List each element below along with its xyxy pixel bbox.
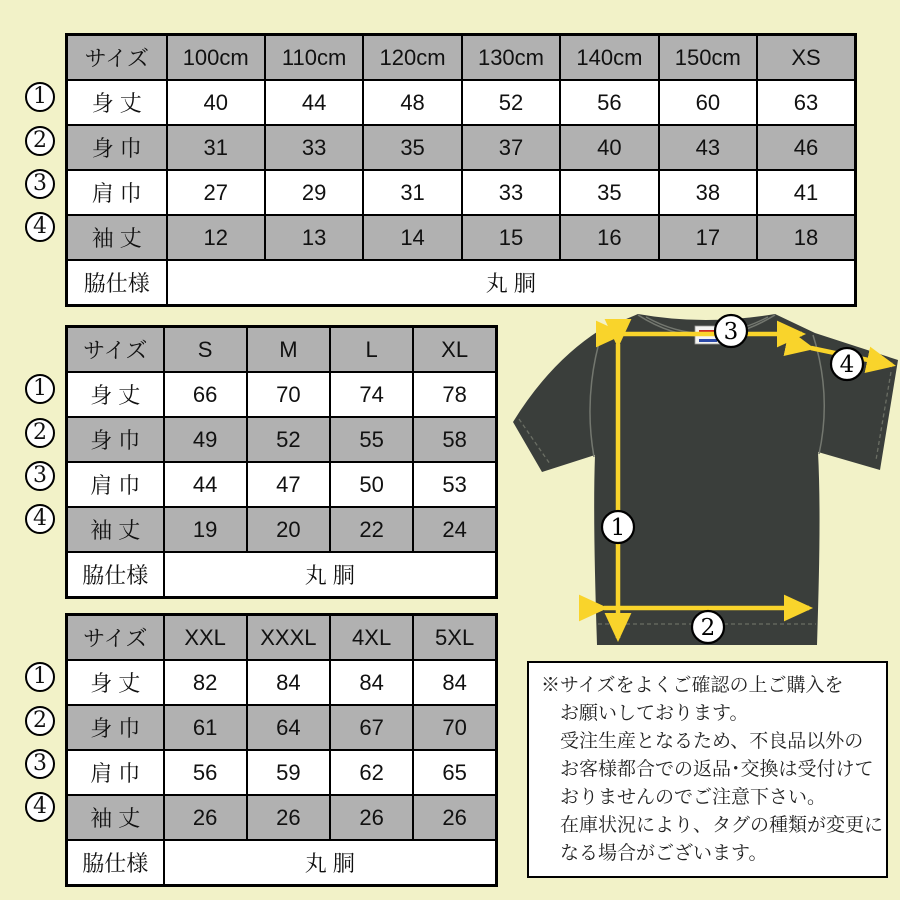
tshirt-diagram bbox=[505, 300, 900, 660]
row-label: 肩 巾 bbox=[67, 750, 164, 795]
cell: 56 bbox=[164, 750, 247, 795]
svg-text:1: 1 bbox=[610, 515, 626, 541]
svg-text:4: 4 bbox=[839, 352, 855, 378]
row-marker-2: 2 bbox=[25, 706, 55, 736]
table-row bbox=[67, 750, 497, 795]
cell: 20 bbox=[247, 507, 330, 552]
note-line: お客様都合での返品･交換は受付けて bbox=[560, 759, 874, 780]
row-label: 身 巾 bbox=[67, 417, 164, 462]
cell: 56 bbox=[560, 80, 658, 125]
note-line: おりませんのでご注意下さい。 bbox=[560, 787, 827, 808]
cell: 84 bbox=[247, 660, 330, 705]
diagram-marker-1 bbox=[602, 511, 634, 543]
cell: 27 bbox=[167, 170, 265, 215]
table-row bbox=[67, 705, 497, 750]
row-marker-4: 4 bbox=[25, 504, 55, 534]
size-col-header: XS bbox=[757, 35, 855, 81]
cell: 38 bbox=[659, 170, 757, 215]
cell: 40 bbox=[560, 125, 658, 170]
table-header-row bbox=[67, 615, 497, 661]
row-marker-3: 3 bbox=[25, 461, 55, 491]
cell: 13 bbox=[265, 215, 363, 260]
cell: 52 bbox=[462, 80, 560, 125]
row-marker-1: 1 bbox=[25, 374, 55, 404]
table-row bbox=[67, 80, 856, 125]
size-col-header: XXL bbox=[164, 615, 247, 661]
row-label: 肩 巾 bbox=[67, 462, 164, 507]
cell: 64 bbox=[247, 705, 330, 750]
footer-value: 丸 胴 bbox=[164, 840, 497, 886]
cell: 22 bbox=[330, 507, 413, 552]
note-line: なる場合がございます。 bbox=[560, 843, 768, 864]
row-marker-3: 3 bbox=[25, 749, 55, 779]
cell: 61 bbox=[164, 705, 247, 750]
row-marker-2: 2 bbox=[25, 418, 55, 448]
row-label: 身 巾 bbox=[67, 125, 167, 170]
note-line: お願いしております。 bbox=[560, 703, 749, 724]
row-label: 身 丈 bbox=[67, 372, 164, 417]
table-footer-row bbox=[67, 840, 497, 886]
size-table-kids bbox=[65, 33, 857, 307]
note-line: 受注生産となるため、不良品以外の bbox=[560, 731, 864, 752]
footer-value: 丸 胴 bbox=[167, 260, 856, 306]
row-marker-3: 3 bbox=[25, 169, 55, 199]
svg-text:2: 2 bbox=[700, 615, 716, 641]
size-header-cell: サイズ bbox=[67, 35, 167, 81]
cell: 70 bbox=[247, 372, 330, 417]
table-row bbox=[67, 462, 497, 507]
row-marker-4: 4 bbox=[25, 212, 55, 242]
table-row bbox=[67, 417, 497, 462]
cell: 46 bbox=[757, 125, 855, 170]
row-label: 身 丈 bbox=[67, 80, 167, 125]
footer-value: 丸 胴 bbox=[164, 552, 497, 598]
row-marker-1: 1 bbox=[25, 662, 55, 692]
cell: 84 bbox=[330, 660, 413, 705]
table-row bbox=[67, 215, 856, 260]
size-header-cell: サイズ bbox=[67, 615, 164, 661]
cell: 33 bbox=[265, 125, 363, 170]
cell: 58 bbox=[413, 417, 496, 462]
row-label: 身 丈 bbox=[67, 660, 164, 705]
cell: 44 bbox=[164, 462, 247, 507]
size-col-header: 4XL bbox=[330, 615, 413, 661]
cell: 43 bbox=[659, 125, 757, 170]
cell: 60 bbox=[659, 80, 757, 125]
cell: 37 bbox=[462, 125, 560, 170]
size-col-header: XXXL bbox=[247, 615, 330, 661]
size-table-adult bbox=[65, 325, 498, 599]
cell: 47 bbox=[247, 462, 330, 507]
cell: 26 bbox=[413, 795, 496, 840]
size-col-header: 140cm bbox=[560, 35, 658, 81]
cell: 48 bbox=[363, 80, 461, 125]
cell: 31 bbox=[363, 170, 461, 215]
cell: 12 bbox=[167, 215, 265, 260]
table-header-row bbox=[67, 35, 856, 81]
size-col-header: 150cm bbox=[659, 35, 757, 81]
table-row bbox=[67, 372, 497, 417]
cell: 63 bbox=[757, 80, 855, 125]
cell: 26 bbox=[247, 795, 330, 840]
cell: 66 bbox=[164, 372, 247, 417]
cell: 52 bbox=[247, 417, 330, 462]
cell: 26 bbox=[164, 795, 247, 840]
purchase-note-box bbox=[527, 661, 888, 878]
cell: 19 bbox=[164, 507, 247, 552]
table-row bbox=[67, 170, 856, 215]
table-row bbox=[67, 125, 856, 170]
table-row bbox=[67, 507, 497, 552]
cell: 35 bbox=[560, 170, 658, 215]
cell: 74 bbox=[330, 372, 413, 417]
size-col-header: 120cm bbox=[363, 35, 461, 81]
cell: 41 bbox=[757, 170, 855, 215]
cell: 65 bbox=[413, 750, 496, 795]
table-footer-row bbox=[67, 260, 856, 306]
cell: 84 bbox=[413, 660, 496, 705]
cell: 24 bbox=[413, 507, 496, 552]
row-marker-2: 2 bbox=[25, 126, 55, 156]
cell: 50 bbox=[330, 462, 413, 507]
row-label: 脇仕様 bbox=[67, 260, 167, 306]
row-label: 袖 丈 bbox=[67, 215, 167, 260]
size-col-header: L bbox=[330, 327, 413, 373]
cell: 82 bbox=[164, 660, 247, 705]
cell: 55 bbox=[330, 417, 413, 462]
table-row bbox=[67, 660, 497, 705]
row-label: 脇仕様 bbox=[67, 840, 164, 886]
cell: 16 bbox=[560, 215, 658, 260]
cell: 33 bbox=[462, 170, 560, 215]
table-footer-row bbox=[67, 552, 497, 598]
cell: 31 bbox=[167, 125, 265, 170]
size-col-header: 130cm bbox=[462, 35, 560, 81]
svg-text:3: 3 bbox=[723, 319, 739, 345]
row-label: 身 巾 bbox=[67, 705, 164, 750]
row-label: 袖 丈 bbox=[67, 507, 164, 552]
size-col-header: S bbox=[164, 327, 247, 373]
cell: 40 bbox=[167, 80, 265, 125]
size-table-plus bbox=[65, 613, 498, 887]
row-label: 脇仕様 bbox=[67, 552, 164, 598]
size-col-header: XL bbox=[413, 327, 496, 373]
row-marker-4: 4 bbox=[25, 792, 55, 822]
note-line: ※サイズをよくご確認の上ご購入を bbox=[541, 675, 844, 696]
cell: 59 bbox=[247, 750, 330, 795]
table-header-row bbox=[67, 327, 497, 373]
cell: 14 bbox=[363, 215, 461, 260]
cell: 15 bbox=[462, 215, 560, 260]
diagram-marker-3 bbox=[715, 315, 747, 347]
table-row bbox=[67, 795, 497, 840]
cell: 62 bbox=[330, 750, 413, 795]
size-col-header: M bbox=[247, 327, 330, 373]
row-marker-1: 1 bbox=[25, 82, 55, 112]
size-header-cell: サイズ bbox=[67, 327, 164, 373]
cell: 17 bbox=[659, 215, 757, 260]
size-col-header: 100cm bbox=[167, 35, 265, 81]
size-col-header: 110cm bbox=[265, 35, 363, 81]
cell: 78 bbox=[413, 372, 496, 417]
cell: 18 bbox=[757, 215, 855, 260]
row-label: 袖 丈 bbox=[67, 795, 164, 840]
cell: 44 bbox=[265, 80, 363, 125]
cell: 53 bbox=[413, 462, 496, 507]
cell: 49 bbox=[164, 417, 247, 462]
cell: 26 bbox=[330, 795, 413, 840]
cell: 67 bbox=[330, 705, 413, 750]
row-label: 肩 巾 bbox=[67, 170, 167, 215]
cell: 29 bbox=[265, 170, 363, 215]
diagram-marker-4 bbox=[831, 348, 863, 380]
tshirt-svg bbox=[505, 300, 900, 660]
cell: 35 bbox=[363, 125, 461, 170]
size-col-header: 5XL bbox=[413, 615, 496, 661]
cell: 70 bbox=[413, 705, 496, 750]
note-line: 在庫状況により、タグの種類が変更に bbox=[560, 815, 884, 836]
diagram-marker-2 bbox=[692, 611, 724, 643]
